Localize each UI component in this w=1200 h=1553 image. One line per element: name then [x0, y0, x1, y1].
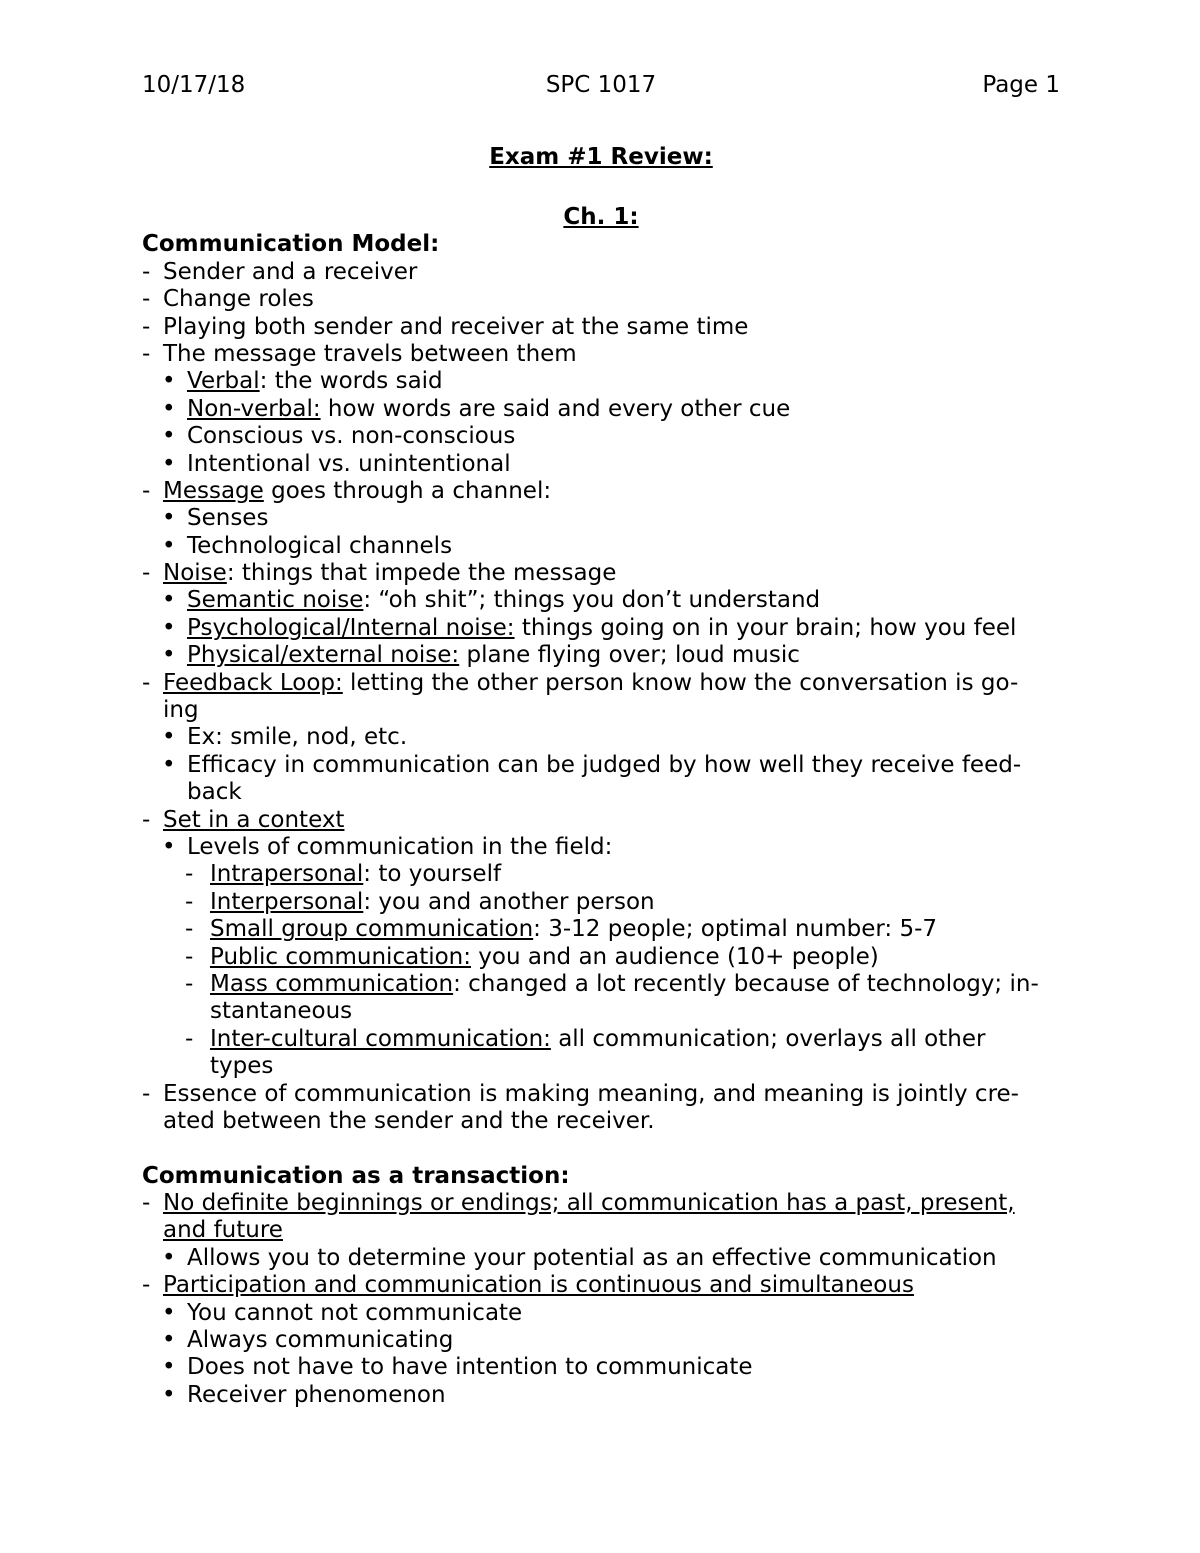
bullet-marker: •: [162, 1381, 176, 1408]
line-text: Ch. 1:: [563, 204, 639, 230]
line-text: : 3-12 people; optimal number: 5-7: [533, 916, 938, 943]
line-text: : you and another person: [363, 888, 655, 915]
underlined-term: Inter-cultural communication:: [210, 1025, 551, 1052]
line-text: : “oh shit”; things you don’t understand: [363, 587, 821, 614]
dash-item: [142, 1081, 1072, 1108]
bullet-marker: •: [162, 642, 176, 669]
dash-item: [142, 916, 1072, 943]
underlined-term: Semantic noise: [187, 587, 364, 614]
line-text: Receiver phenomenon: [187, 1381, 446, 1408]
line-text: stantaneous: [210, 998, 353, 1025]
dash-item: [142, 1026, 1072, 1053]
bullet-marker: •: [162, 532, 176, 559]
line-text: Allows you to determine your potential as an effective communication: [187, 1244, 997, 1271]
underlined-term: Verbal: [187, 368, 260, 395]
dash-item: [142, 314, 1072, 341]
bullet-item: [142, 834, 1072, 861]
dash-item: [142, 971, 1072, 998]
line-text: Sender and a receiver: [163, 258, 418, 285]
line-text: Communication as a transaction:: [142, 1162, 570, 1189]
line-text: Does not have to have intention to communicate: [187, 1354, 753, 1381]
line-text: Levels of communication in the field:: [187, 833, 613, 860]
underlined-term: Feedback Loop:: [163, 669, 343, 696]
line-text: back: [187, 779, 242, 806]
bullet-marker: •: [162, 505, 176, 532]
bullet-marker: •: [162, 1244, 176, 1271]
dash-marker: -: [142, 1080, 151, 1107]
line-text: Essence of communication is making meaning, and meaning is jointly cre-: [163, 1080, 1019, 1107]
document-body: [142, 204, 1072, 1409]
line-text: Conscious vs. non-conscious: [187, 423, 516, 450]
line-text: types: [210, 1053, 274, 1080]
dash-item: [142, 478, 1072, 505]
dash-marker: -: [142, 560, 151, 587]
bullet-marker: •: [162, 450, 176, 477]
bullet-item: [142, 368, 1072, 395]
line-text: Efficacy in communication can be judged by how well they receive feed-: [187, 751, 1022, 778]
line-text: Playing both sender and receiver at the same time: [163, 313, 749, 340]
underlined-term: No definite beginnings or endings; all communication has a past, present,: [163, 1190, 1015, 1217]
section-heading: [142, 1163, 1072, 1190]
section-title: [142, 204, 1060, 231]
dash-marker: -: [142, 669, 151, 696]
header-course: SPC 1017: [545, 72, 657, 98]
continuation-line: [142, 1053, 1072, 1080]
bullet-item: [142, 1382, 1072, 1409]
line-text: plane flying over; loud music: [459, 642, 800, 669]
underlined-term: Intrapersonal: [210, 861, 364, 888]
continuation-line: [142, 1217, 1072, 1244]
bullet-marker: •: [162, 1299, 176, 1326]
dash-item: [142, 1272, 1072, 1299]
bullet-item: [142, 587, 1072, 614]
dash-marker: -: [185, 916, 194, 943]
bullet-item: [142, 533, 1072, 560]
underlined-term: and future: [163, 1217, 283, 1244]
line-text: Change roles: [163, 286, 314, 313]
dash-item: [142, 670, 1072, 697]
underlined-term: Non-verbal:: [187, 395, 321, 422]
underlined-term: Physical/external noise:: [187, 642, 460, 669]
bullet-item: [142, 1354, 1072, 1381]
bullet-marker: •: [162, 751, 176, 778]
bullet-marker: •: [162, 368, 176, 395]
bullet-item: [142, 1327, 1072, 1354]
dash-item: [142, 807, 1072, 834]
bullet-marker: •: [162, 614, 176, 641]
bullet-item: [142, 505, 1072, 532]
bullet-item: [142, 1245, 1072, 1272]
bullet-item: [142, 1300, 1072, 1327]
dash-marker: -: [185, 943, 194, 970]
bullet-item: [142, 396, 1072, 423]
line-text: Always communicating: [187, 1327, 454, 1354]
dash-marker: -: [185, 1025, 194, 1052]
line-text: You cannot not communicate: [187, 1299, 523, 1326]
dash-item: [142, 889, 1072, 916]
line-text: : to yourself: [363, 861, 502, 888]
dash-marker: -: [142, 477, 151, 504]
dash-marker: -: [142, 806, 151, 833]
continuation-line: [142, 779, 1072, 806]
dash-marker: -: [142, 313, 151, 340]
line-text: how words are said and every other cue: [320, 395, 791, 422]
bullet-item: [142, 615, 1072, 642]
dash-item: [142, 1190, 1072, 1217]
underlined-term: Noise: [163, 560, 227, 587]
bullet-item: [142, 724, 1072, 751]
line-text: Ex: smile, nod, etc.: [187, 724, 408, 751]
line-text: ing: [163, 697, 199, 724]
underlined-term: Interpersonal: [210, 888, 364, 915]
bullet-marker: •: [162, 587, 176, 614]
bullet-marker: •: [162, 1354, 176, 1381]
dash-marker: -: [142, 1272, 151, 1299]
bullet-item: [142, 451, 1072, 478]
underlined-term: Small group communication: [210, 916, 534, 943]
underlined-term: Set in a context: [163, 806, 345, 833]
dash-marker: -: [185, 861, 194, 888]
page-header: [142, 70, 1060, 100]
dash-marker: -: [142, 340, 151, 367]
dash-item: [142, 944, 1072, 971]
dash-marker: -: [142, 286, 151, 313]
dash-item: [142, 861, 1072, 888]
bullet-marker: •: [162, 1327, 176, 1354]
line-text: all communication; overlays all other: [550, 1025, 986, 1052]
dash-item: [142, 560, 1072, 587]
line-text: goes through a channel:: [263, 477, 552, 504]
line-text: Technological channels: [187, 532, 453, 559]
line-text: : things that impede the message: [226, 560, 617, 587]
underlined-term: Participation and communication is continuous and simultaneous: [163, 1272, 914, 1299]
line-text: letting the other person know how the conversation is go-: [342, 669, 1019, 696]
line-text: Intentional vs. unintentional: [187, 450, 511, 477]
underlined-term: Message: [163, 477, 264, 504]
continuation-line: [142, 998, 1072, 1025]
dash-marker: -: [185, 970, 194, 997]
bullet-marker: •: [162, 724, 176, 751]
section-heading: [142, 231, 1072, 258]
blank-line: [142, 1135, 1072, 1162]
header-page-number: Page 1: [982, 72, 1060, 98]
underlined-term: Mass communication: [210, 970, 454, 997]
dash-marker: -: [142, 1190, 151, 1217]
document-title: Exam #1 Review:: [489, 144, 713, 170]
bullet-item: [142, 423, 1072, 450]
line-text: Communication Model:: [142, 231, 440, 258]
dash-item: [142, 259, 1072, 286]
line-text: Senses: [187, 505, 269, 532]
bullet-item: [142, 752, 1072, 779]
line-text: : changed a lot recently because of technology; in-: [453, 970, 1039, 997]
underlined-term: Psychological/Internal noise:: [187, 614, 515, 641]
line-text: ated between the sender and the receiver.: [163, 1107, 655, 1134]
line-text: things going on in your brain; how you feel: [514, 614, 1017, 641]
dash-item: [142, 286, 1072, 313]
line-text: The message travels between them: [163, 340, 577, 367]
line-text: you and an audience (10+ people): [471, 943, 879, 970]
dash-marker: -: [142, 258, 151, 285]
header-date: 10/17/18: [142, 72, 246, 98]
dash-item: [142, 341, 1072, 368]
continuation-line: [142, 1108, 1072, 1135]
continuation-line: [142, 697, 1072, 724]
bullet-marker: •: [162, 423, 176, 450]
dash-marker: -: [185, 888, 194, 915]
bullet-item: [142, 642, 1072, 669]
bullet-marker: •: [162, 395, 176, 422]
underlined-term: Public communication:: [210, 943, 471, 970]
line-text: : the words said: [259, 368, 443, 395]
bullet-marker: •: [162, 833, 176, 860]
